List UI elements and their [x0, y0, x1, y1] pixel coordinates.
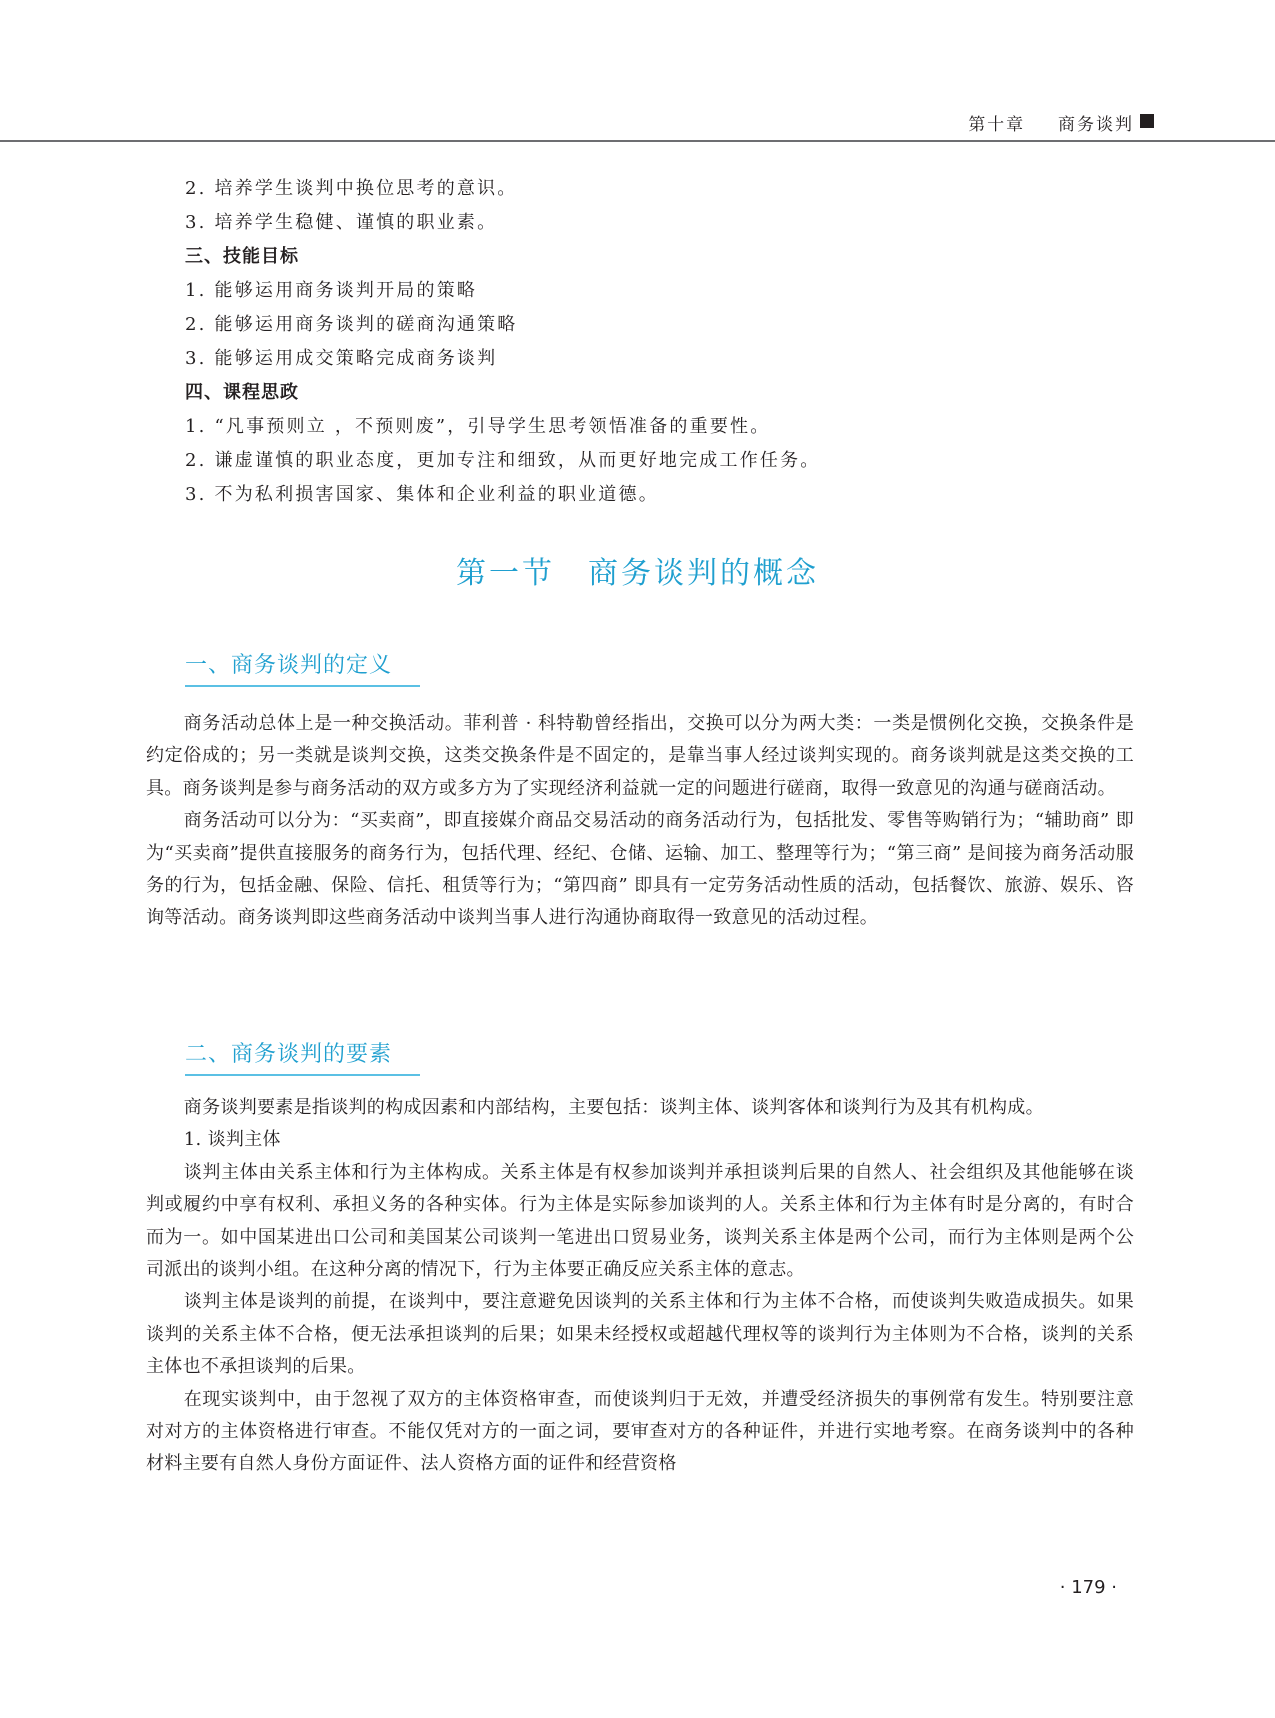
- ideology-heading: 四、课程思政: [185, 382, 299, 403]
- part2-heading-rule: [185, 1074, 420, 1076]
- objective-item: 1. “凡事预则立 ，不预则废”，引导学生思考领悟准备的重要性。: [185, 416, 771, 437]
- section-title: 第一节 商务谈判的概念: [456, 556, 819, 591]
- paragraph: 谈判主体由关系主体和行为主体构成。关系主体是有权参加谈判并承担谈判后果的自然人、社会组织及其他能够在谈判或履约中享有权利、承担义务的各种实体。行为主体是实际参加谈判的人。关系主体和行为主体有时是分离的，有时合而为一。如中国某进出口公司和美国某公司谈判一笔进出口贸易业务，谈判关系主体是两个公司，而行为主体则是两个公司派出的谈判小组。在这种分离的情况下，行为主体要正确反应关系主体的意志。: [146, 1161, 1134, 1281]
- chapter-title: 商务谈判: [1058, 115, 1134, 135]
- part1-heading-rule: [185, 685, 420, 687]
- header-divider: [0, 140, 1275, 142]
- paragraph: 商务活动总体上是一种交换活动。菲利普 · 科特勒曾经指出，交换可以分为两大类：一类是惯例化交换，交换条件是约定俗成的；另一类就是谈判交换，这类交换条件是不固定的，是靠当事人经过谈判实现的。商务谈判就是这类交换的工具。商务谈判是参与商务活动的双方或多方为了实现经济利益就一定的问题进行磋商，取得一致意见的沟通与磋商活动。: [146, 713, 1134, 799]
- paragraph: 在现实谈判中，由于忽视了双方的主体资格审查，而使谈判归于无效，并遭受经济损失的事例常有发生。特别要注意对对方的主体资格进行审查。不能仅凭对方的一面之词，要审查对方的各种证件，并进行实地考察。在商务谈判中的各种材料主要有自然人身份方面证件、法人资格方面的证件和经营资格: [146, 1388, 1134, 1475]
- running-header: [0, 0, 1275, 142]
- objectives-list: [185, 172, 1145, 512]
- objective-item: 1. 能够运用商务谈判开局的策略: [185, 280, 478, 301]
- objective-item: 2. 谦虚谨慎的职业态度，更加专注和细致，从而更好地完成工作任务。: [185, 450, 821, 471]
- objective-item: 2. 培养学生谈判中换位思考的意识。: [185, 178, 518, 199]
- skill-goals-heading: 三、技能目标: [185, 246, 299, 267]
- objective-item: 2. 能够运用商务谈判的磋商沟通策略: [185, 314, 518, 335]
- chapter-label: 第十章: [968, 115, 1026, 135]
- part2-heading: 二、商务谈判的要素: [185, 1042, 393, 1067]
- paragraph: 商务谈判要素是指谈判的构成因素和内部结构，主要包括：谈判主体、谈判客体和谈判行为及其有机构成。: [183, 1097, 1044, 1118]
- objective-item: 3. 培养学生稳健、谨慎的职业素。: [185, 212, 498, 233]
- objective-item: 3. 能够运用成交策略完成商务谈判: [185, 348, 498, 369]
- page-number: · 179 ·: [1059, 1577, 1117, 1598]
- objective-item: 3. 不为私利损害国家、集体和企业利益的职业道德。: [185, 484, 659, 505]
- running-header-text: [968, 110, 1134, 135]
- part1-body: [146, 708, 1134, 935]
- paragraph: 谈判主体是谈判的前提，在谈判中，要注意避免因谈判的关系主体和行为主体不合格，而使谈判失败造成损失。如果谈判的关系主体不合格，便无法承担谈判的后果；如果未经授权或超越代理权等的谈判行为主体则为不合格，谈判的关系主体也不承担谈判的后果。: [146, 1291, 1134, 1378]
- header-square-icon: [1140, 114, 1154, 128]
- paragraph: 商务活动可以分为：“买卖商”，即直接媒介商品交易活动的商务活动行为，包括批发、零售等购销行为；“辅助商” 即为“买卖商”提供直接服务的商务行为，包括代理、经纪、仓储、运输、加工、整理等行为；“第三商” 是间接为商务活动服务的行为，包括金融、保险、信托、租赁等行为；“第四商” 即具有一定劳务活动性质的活动，包括餐饮、旅游、娱乐、咨询等活动。商务谈判即这些商务活动中谈判当事人进行沟通协商取得一致意见的活动过程。: [146, 810, 1134, 929]
- part1-heading: 一、商务谈判的定义: [185, 653, 393, 678]
- part2-body: [146, 1092, 1134, 1481]
- subheading: 1. 谈判主体: [183, 1129, 281, 1151]
